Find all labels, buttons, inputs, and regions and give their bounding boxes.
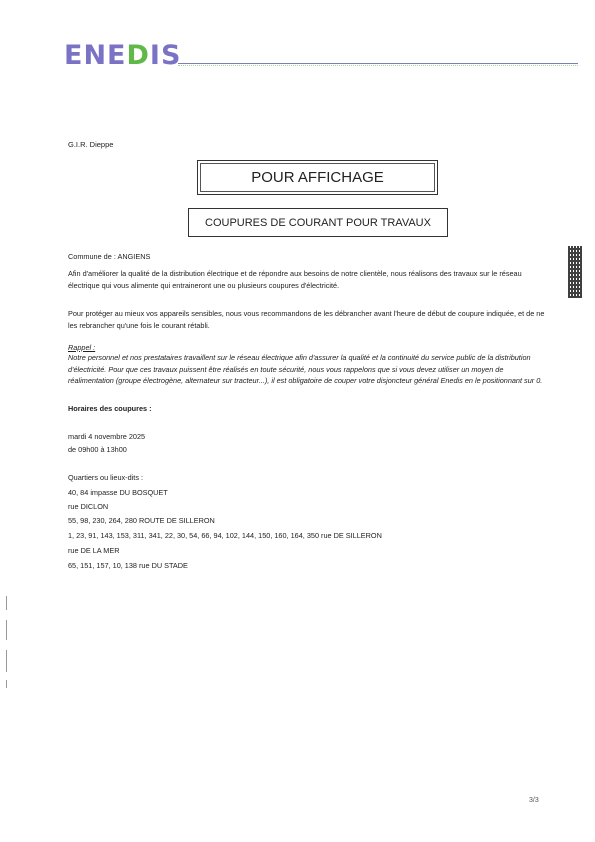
street-item: rue DE LA MER [68,546,120,555]
subheading-title: COUPURES DE COURANT POUR TRAVAUX [205,216,431,229]
scan-mark [6,680,7,688]
street-item: 55, 98, 230, 264, 280 ROUTE DE SILLERON [68,516,215,525]
street-item: 65, 151, 157, 10, 138 rue DU STADE [68,561,188,570]
scan-mark [6,650,7,672]
street-item: rue DICLON [68,502,109,511]
street-item: 1, 23, 91, 143, 153, 311, 341, 22, 30, 54, 66, 94, 102, 144, 150, 160, 164, 350 rue DE SILLERON [68,531,382,540]
quartiers-label: Quartiers ou lieux-dits : [68,473,144,482]
heading-box [197,160,438,195]
scan-mark [6,596,7,610]
rappel-paragraph: Notre personnel et nos prestataires travaillent sur le réseau électrique afin d'assurer la qualité et la continuité du service public de la distribution d'électricité. Pour que ces travaux puissent être réalisés en toute sécurité, nous vous rappelons que si vous devez utiliser un moyen de réalimentation (groupe électrogène, alternateur sur tracteur...), il est obligatoire de couper votre disjoncteur général Enedis en le positionnant sur 0. [68,353,543,385]
scan-mark [6,620,7,640]
header-rule [178,63,578,64]
enedis-logo: ENEDIS [64,40,182,71]
cut-time: de 09h00 à 13h00 [68,445,127,454]
rappel-label: Rappel : [68,343,96,352]
sender-label: G.I.R. Dieppe [68,140,114,149]
page-number: 3/3 [529,797,539,804]
street-item: 40, 84 impasse DU BOSQUET [68,488,168,497]
cut-date: mardi 4 novembre 2025 [68,432,146,441]
horaires-label: Horaires des coupures : [68,404,152,413]
protection-paragraph: Pour protéger au mieux vos appareils sensibles, nous vous recommandons de les débrancher avant l'heure de début de coupure indiquée, et de ne les rebrancher qu'une fois le courant rétabli. [68,309,545,330]
heading-title: POUR AFFICHAGE [251,169,384,186]
commune-line: Commune de : ANGIENS [68,252,151,261]
intro-paragraph: Afin d'améliorer la qualité de la distribution électrique et de répondre aux besoins de notre clientèle, nous réalisons des travaux sur le réseau électrique qui vous alimente qui entraineront une ou plusieurs coupures d'électricité. [68,269,522,290]
qr-code-icon [568,246,582,298]
subheading-box [188,208,448,237]
header-rule-dotted [178,65,578,66]
